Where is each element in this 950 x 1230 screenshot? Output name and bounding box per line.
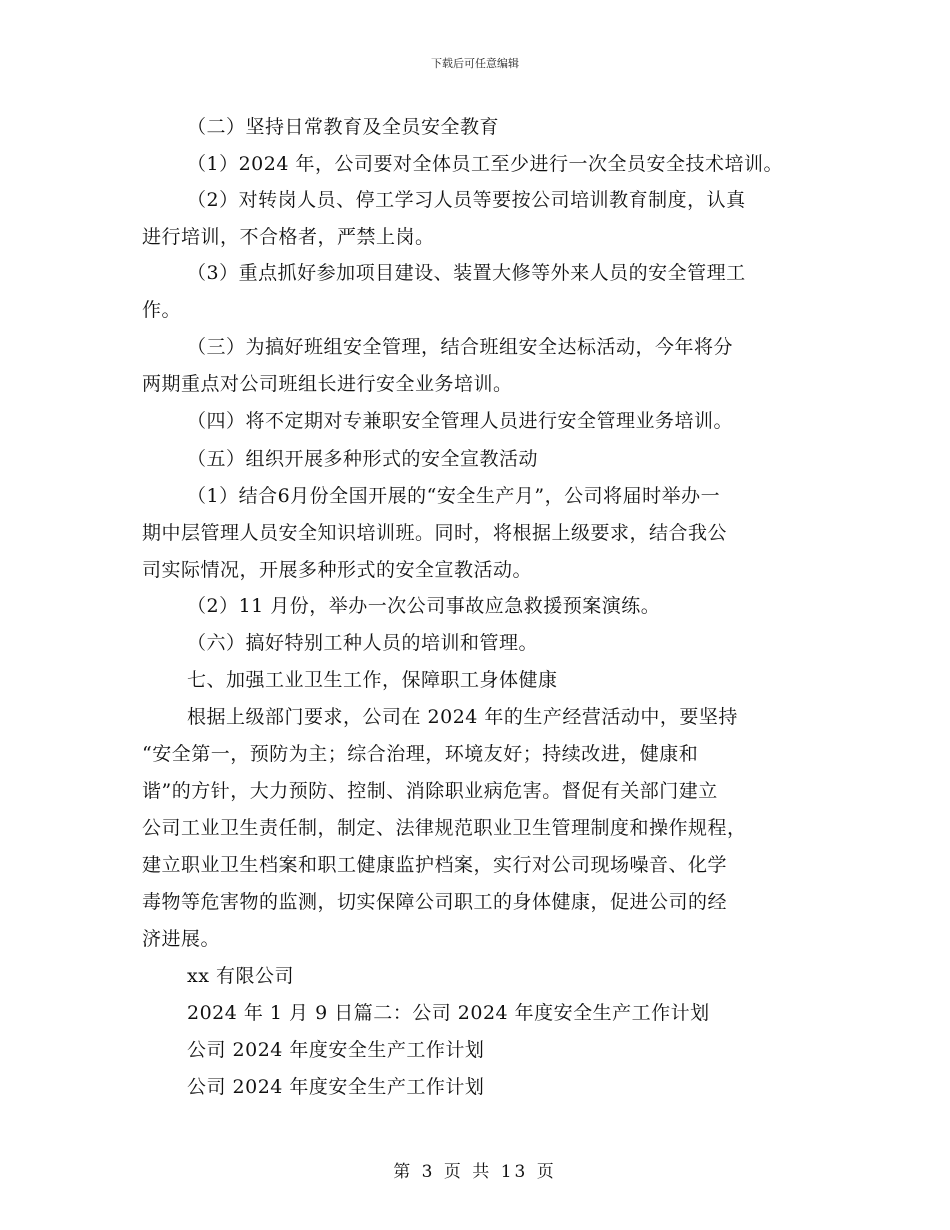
paragraph-line: （1）结合6月份全国开展的“安全生产月”，公司将届时举办一	[187, 485, 721, 507]
paragraph-line: （2）11 月份，举办一次公司事故应急救援预案演练。	[187, 595, 661, 617]
section-heading: （二）坚持日常教育及全员安全教育	[187, 116, 500, 138]
paragraph-line: “安全第一，预防为主；综合治理，环境友好；持续改进，健康和	[142, 743, 699, 765]
paragraph-line: 作。	[142, 299, 182, 321]
document-title: 公司 2024 年度安全生产工作计划	[187, 1039, 485, 1061]
section-heading: （五）组织开展多种形式的安全宣教活动	[187, 448, 539, 470]
paragraph-line: 谐”的方针，大力预防、控制、消除职业病危害。督促有关部门建立	[142, 780, 718, 802]
page-number-footer: 第 3 页 共 13 页	[393, 1162, 557, 1182]
paragraph-line: 济进展。	[142, 928, 221, 950]
company-signature: xx 有限公司	[187, 965, 294, 987]
paragraph-line: 公司工业卫生责任制，制定、法律规范职业卫生管理制度和操作规程，	[142, 817, 747, 839]
paragraph-line: 司实际情况，开展多种形式的安全宣教活动。	[142, 559, 533, 581]
document-title: 公司 2024 年度安全生产工作计划	[187, 1076, 485, 1098]
page-header-note: 下载后可任意编辑	[431, 57, 519, 70]
paragraph-line: 毒物等危害物的监测，切实保障公司职工的身体健康，促进公司的经	[142, 891, 728, 913]
date-and-next-title: 2024 年 1 月 9 日篇二：公司 2024 年度安全生产工作计划	[187, 1002, 710, 1024]
paragraph-line: （2）对转岗人员、停工学习人员等要按公司培训教育制度，认真	[187, 189, 746, 211]
section-heading: （三）为搞好班组安全管理，结合班组安全达标活动，今年将分	[187, 336, 734, 358]
paragraph-line: （3）重点抓好参加项目建设、装置大修等外来人员的安全管理工	[187, 262, 746, 284]
section-heading: （六）搞好特别工种人员的培训和管理。	[187, 632, 539, 654]
section-heading: （四）将不定期对专兼职安全管理人员进行安全管理业务培训。	[187, 410, 734, 432]
paragraph-line: 两期重点对公司班组长进行安全业务培训。	[142, 373, 513, 395]
paragraph-line: 根据上级部门要求，公司在 2024 年的生产经营活动中，要坚持	[187, 706, 738, 728]
paragraph-line: （1）2024 年，公司要对全体员工至少进行一次全员安全技术培训。	[187, 153, 783, 175]
paragraph-line: 期中层管理人员安全知识培训班。同时，将根据上级要求，结合我公	[142, 522, 728, 544]
paragraph-line: 建立职业卫生档案和职工健康监护档案，实行对公司现场噪音、化学	[142, 854, 728, 876]
chapter-heading: 七、加强工业卫生工作，保障职工身体健康	[187, 669, 558, 691]
paragraph-line: 进行培训，不合格者，严禁上岗。	[142, 226, 435, 248]
